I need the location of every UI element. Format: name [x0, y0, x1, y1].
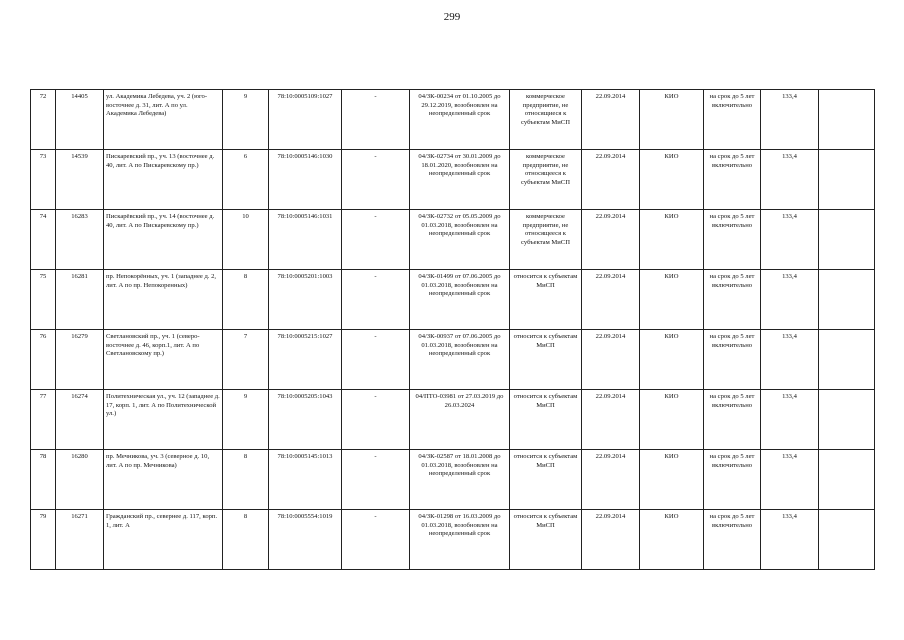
organization-cell: КИО	[640, 270, 704, 330]
address-cell: Гражданский пр., севернее д. 117, корп. 1, лит. А	[104, 510, 223, 570]
table-row	[31, 210, 875, 270]
table-body	[31, 90, 875, 570]
contract-cell: 04/ЗК-02734 от 30.01.2009 до 18.01.2020, возобновлен на неопределенный срок	[410, 150, 510, 210]
contract-cell: 04/ЗК-01499 от 07.06.2005 до 01.03.2018, возобновлен на неопределенный срок	[410, 270, 510, 330]
area-cell: 10	[223, 210, 269, 270]
cadastral-number-cell: 78:10:0005146:1030	[269, 150, 342, 210]
address-cell: пр. Непокорённых, уч. 1 (западнее д. 2, лит. А по пр. Непокоренных)	[104, 270, 223, 330]
contract-cell: 04/ЗК-01298 от 16.03.2009 до 01.03.2018, возобновлен на неопределенный срок	[410, 510, 510, 570]
cadastral-number-cell: 78:10:0005201:1003	[269, 270, 342, 330]
area-cell: 6	[223, 150, 269, 210]
dash-cell: -	[342, 330, 410, 390]
cadastral-number-cell: 78:10:0005109:1027	[269, 90, 342, 150]
organization-cell: КИО	[640, 450, 704, 510]
organization-cell: КИО	[640, 150, 704, 210]
date-cell: 22.09.2014	[582, 450, 640, 510]
object-id-cell: 16279	[56, 330, 104, 390]
table-row	[31, 150, 875, 210]
term-cell: на срок до 5 лет включительно	[704, 390, 761, 450]
row-number-cell: 77	[31, 390, 56, 450]
contract-cell: 04/ЗК-00937 от 07.06.2005 до 01.03.2018, возобновлен на неопределенный срок	[410, 330, 510, 390]
address-cell: Светлановский пр., уч. 1 (северо-восточнее д. 46, корп.1, лит. А по Светлановскому пр.)	[104, 330, 223, 390]
area-cell: 8	[223, 270, 269, 330]
organization-cell: КИО	[640, 210, 704, 270]
empty-cell	[819, 510, 875, 570]
table-row	[31, 390, 875, 450]
page-number: 299	[443, 11, 461, 23]
rate-cell: 133,4	[761, 210, 819, 270]
term-cell: на срок до 5 лет включительно	[704, 150, 761, 210]
object-id-cell: 14405	[56, 90, 104, 150]
dash-cell: -	[342, 150, 410, 210]
term-cell: на срок до 5 лет включительно	[704, 270, 761, 330]
term-cell: на срок до 5 лет включительно	[704, 210, 761, 270]
rate-cell: 133,4	[761, 90, 819, 150]
row-number-cell: 72	[31, 90, 56, 150]
status-cell: относится к субъектам МиСП	[510, 510, 582, 570]
date-cell: 22.09.2014	[582, 270, 640, 330]
dash-cell: -	[342, 390, 410, 450]
object-id-cell: 16281	[56, 270, 104, 330]
status-cell: относится к субъектам МиСП	[510, 390, 582, 450]
empty-cell	[819, 90, 875, 150]
object-id-cell: 14539	[56, 150, 104, 210]
row-number-cell: 79	[31, 510, 56, 570]
address-cell: Пискаревский пр., уч. 13 (восточнее д. 40, лит. А по Пискаревскому пр.)	[104, 150, 223, 210]
status-cell: коммерческое предприятие, не относящиеся к субъектам МиСП	[510, 90, 582, 150]
rate-cell: 133,4	[761, 330, 819, 390]
row-number-cell: 76	[31, 330, 56, 390]
address-cell: Пискарёвский пр., уч. 14 (восточнее д. 40, лит. А по Пискаревскому пр.)	[104, 210, 223, 270]
contract-cell: 04/ПТО-03981 от 27.03.2019 до 26.03.2024	[410, 390, 510, 450]
term-cell: на срок до 5 лет включительно	[704, 330, 761, 390]
organization-cell: КИО	[640, 390, 704, 450]
contract-cell: 04/ЗК-02587 от 18.01.2008 до 01.03.2018, возобновлен на неопределенный срок	[410, 450, 510, 510]
rate-cell: 133,4	[761, 150, 819, 210]
dash-cell: -	[342, 270, 410, 330]
area-cell: 9	[223, 390, 269, 450]
cadastral-number-cell: 78:10:0005554:1019	[269, 510, 342, 570]
dash-cell: -	[342, 210, 410, 270]
table-row	[31, 330, 875, 390]
table-row	[31, 510, 875, 570]
date-cell: 22.09.2014	[582, 210, 640, 270]
organization-cell: КИО	[640, 90, 704, 150]
cadastral-number-cell: 78:10:0005215:1027	[269, 330, 342, 390]
area-cell: 7	[223, 330, 269, 390]
status-cell: относится к субъектам МиСП	[510, 330, 582, 390]
table-row	[31, 450, 875, 510]
area-cell: 9	[223, 90, 269, 150]
rate-cell: 133,4	[761, 270, 819, 330]
empty-cell	[819, 270, 875, 330]
rate-cell: 133,4	[761, 450, 819, 510]
rate-cell: 133,4	[761, 390, 819, 450]
address-cell: пр. Мечникова, уч. 3 (северное д. 10, лит. А по пр. Мечникова)	[104, 450, 223, 510]
object-id-cell: 16274	[56, 390, 104, 450]
object-id-cell: 16271	[56, 510, 104, 570]
status-cell: относится к субъектам МиСП	[510, 270, 582, 330]
organization-cell: КИО	[640, 330, 704, 390]
row-number-cell: 73	[31, 150, 56, 210]
row-number-cell: 74	[31, 210, 56, 270]
date-cell: 22.09.2014	[582, 330, 640, 390]
dash-cell: -	[342, 90, 410, 150]
organization-cell: КИО	[640, 510, 704, 570]
dash-cell: -	[342, 450, 410, 510]
status-cell: относится к субъектам МиСП	[510, 450, 582, 510]
contract-cell: 04/ЗК-02732 от 05.05.2009 до 01.03.2018, возобновлен на неопределенный срок	[410, 210, 510, 270]
date-cell: 22.09.2014	[582, 510, 640, 570]
empty-cell	[819, 210, 875, 270]
date-cell: 22.09.2014	[582, 150, 640, 210]
cadastral-number-cell: 78:10:0005146:1031	[269, 210, 342, 270]
empty-cell	[819, 330, 875, 390]
table-row	[31, 270, 875, 330]
address-cell: ул. Академика Лебедева, уч. 2 (юго-восточнее д. 31, лит. А по ул. Академика Лебедева)	[104, 90, 223, 150]
date-cell: 22.09.2014	[582, 390, 640, 450]
area-cell: 8	[223, 510, 269, 570]
term-cell: на срок до 5 лет включительно	[704, 90, 761, 150]
status-cell: коммерческое предприятие, не относящееся к субъектам МиСП	[510, 150, 582, 210]
rate-cell: 133,4	[761, 510, 819, 570]
date-cell: 22.09.2014	[582, 90, 640, 150]
row-number-cell: 78	[31, 450, 56, 510]
term-cell: на срок до 5 лет включительно	[704, 450, 761, 510]
empty-cell	[819, 450, 875, 510]
table-row	[31, 90, 875, 150]
contract-cell: 04/ЗК-00234 от 01.10.2005 до 29.12.2019, возобновлен на неопределенный срок	[410, 90, 510, 150]
address-cell: Политехническая ул., уч. 12 (западнее д. 17, корп. 1, лит. А по Политехнической ул.)	[104, 390, 223, 450]
object-id-cell: 16283	[56, 210, 104, 270]
cadastral-number-cell: 78:10:0005145:1013	[269, 450, 342, 510]
object-id-cell: 16280	[56, 450, 104, 510]
registry-table	[30, 89, 875, 570]
cadastral-number-cell: 78:10:0005205:1043	[269, 390, 342, 450]
row-number-cell: 75	[31, 270, 56, 330]
term-cell: на срок до 5 лет включительно	[704, 510, 761, 570]
status-cell: коммерческое предприятие, не относящееся к субъектам МиСП	[510, 210, 582, 270]
empty-cell	[819, 390, 875, 450]
area-cell: 8	[223, 450, 269, 510]
dash-cell: -	[342, 510, 410, 570]
empty-cell	[819, 150, 875, 210]
